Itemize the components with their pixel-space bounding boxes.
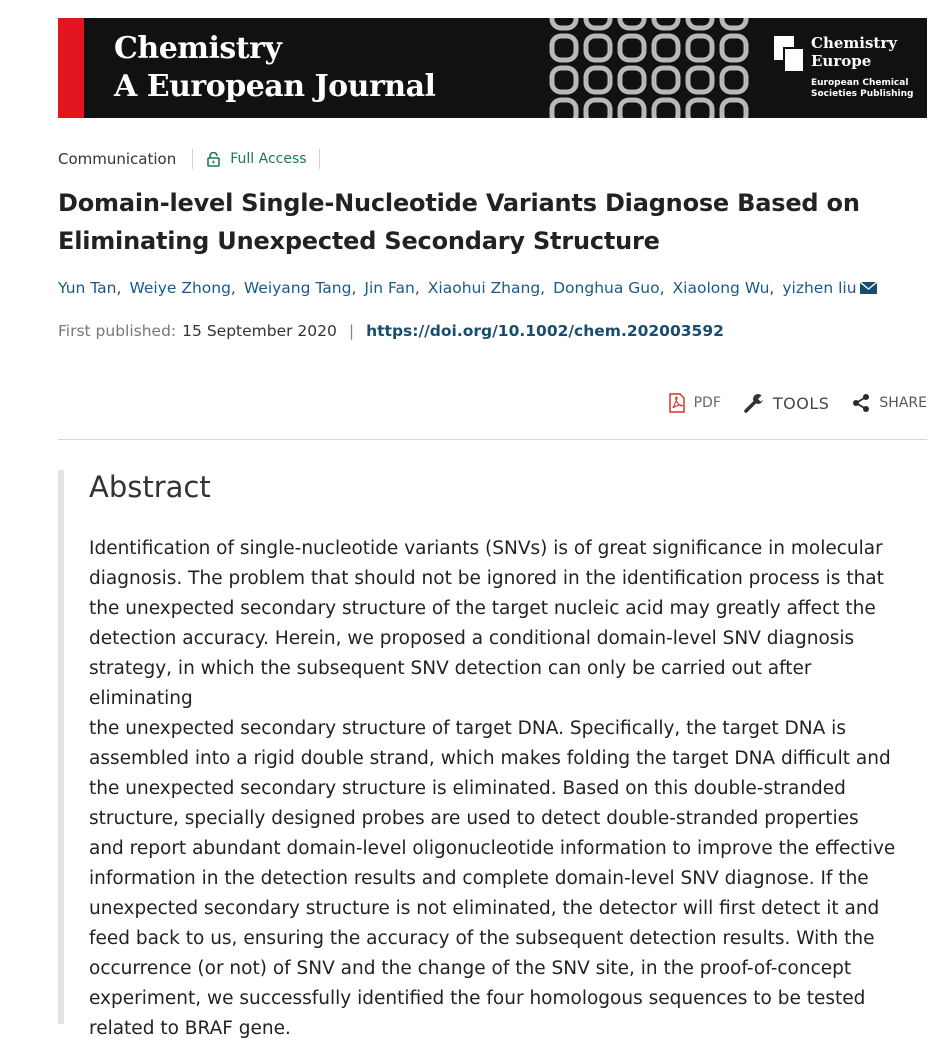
article-title: Domain-level Single-Nucleotide Variants Diagnose Based on Eliminating Unexpected Secondary Structure xyxy=(58,189,860,255)
author-link[interactable]: Xiaolong Wu xyxy=(672,279,770,297)
journal-banner[interactable] xyxy=(58,18,927,118)
author-separator: , xyxy=(116,279,122,297)
author-separator: , xyxy=(414,279,420,297)
abstract-accent-bar xyxy=(58,470,64,1024)
author-link[interactable]: Jin Fan xyxy=(364,279,415,297)
publisher-logo[interactable] xyxy=(774,34,914,104)
abstract-text: Identification of single-nucleotide variants (SNVs) is of great significance in molecular diagnosis. The problem that should not be ignored in the identification process is that the unexpected secondary structure of the target nucleic acid may greatly affect the detection accuracy. Herein, we proposed a conditional domain-level SNV diagnosis strategy, in which the subsequent SNV detection can only be carried out after eliminating the unexpected secondary structure of target DNA. Specifically, the target DNA is assembled into a rigid double strand, which makes folding the target DNA difficult and the unexpected secondary structure is eliminated. Based on this double-stranded structure, specially designed probes are used to detect double-stranded properties and report abundant domain-level oligonucleotide information to improve the effective information in the detection results and complete domain-level SNV diagnose. If the unexpected secondary structure is not eliminated, the detector will first detect it and feed back to us, ensuring the accuracy of the subsequent detection results. With the occurrence (or not) of SNV and the change of the SNV site, in the proof-of-concept experiment, we successfully identified the four homologous sequences to be tested related to BRAF gene. xyxy=(89,538,896,1039)
tools-button[interactable] xyxy=(743,392,830,414)
abstract-heading: Abstract xyxy=(89,470,211,504)
author-separator: , xyxy=(351,279,357,297)
author-link[interactable]: Xiaohui Zhang xyxy=(427,279,541,297)
author-separator: , xyxy=(659,279,665,297)
article-toolbar xyxy=(646,392,927,414)
unlock-icon xyxy=(207,152,220,167)
banner-accent xyxy=(58,18,84,118)
publisher-subtitle: European Chemical Societies Publishing xyxy=(811,78,914,99)
wrench-icon xyxy=(743,392,765,414)
author-separator: , xyxy=(540,279,546,297)
author-separator: , xyxy=(230,279,236,297)
author-list xyxy=(58,279,938,297)
author-link[interactable]: Weiyang Tang xyxy=(243,279,352,297)
author-link[interactable]: yizhen liu xyxy=(782,279,857,297)
author-link[interactable]: Donghua Guo xyxy=(553,279,660,297)
share-button[interactable] xyxy=(851,393,927,413)
journal-title: Chemistry A European Journal xyxy=(114,31,436,104)
publisher-name: Chemistry Europe xyxy=(811,34,897,70)
publication-info xyxy=(58,322,724,340)
author-link[interactable]: Yun Tan xyxy=(58,279,117,297)
publisher-logo-icon xyxy=(774,36,806,74)
pdf-label: PDF xyxy=(693,395,721,411)
doi-link[interactable]: https://doi.org/10.1002/chem.202003592 xyxy=(366,322,724,340)
divider xyxy=(319,149,320,169)
share-label: SHARE xyxy=(879,395,927,411)
divider xyxy=(192,149,193,169)
published-separator: | xyxy=(348,322,355,340)
article-meta xyxy=(58,146,320,172)
section-divider xyxy=(58,439,927,440)
pdf-button[interactable] xyxy=(668,393,721,413)
access-label: Full Access xyxy=(230,151,307,167)
published-date: 15 September 2020 xyxy=(182,322,337,340)
article-type: Communication xyxy=(58,150,177,168)
envelope-icon[interactable] xyxy=(860,282,877,294)
tools-label: TOOLS xyxy=(772,393,830,413)
share-icon xyxy=(851,393,871,413)
access-badge xyxy=(207,151,306,167)
author-separator: , xyxy=(769,279,775,297)
author-link[interactable]: Weiye Zhong xyxy=(129,279,231,297)
pdf-icon xyxy=(668,393,686,413)
published-label: First published: xyxy=(58,322,177,340)
banner-pattern xyxy=(546,18,751,118)
